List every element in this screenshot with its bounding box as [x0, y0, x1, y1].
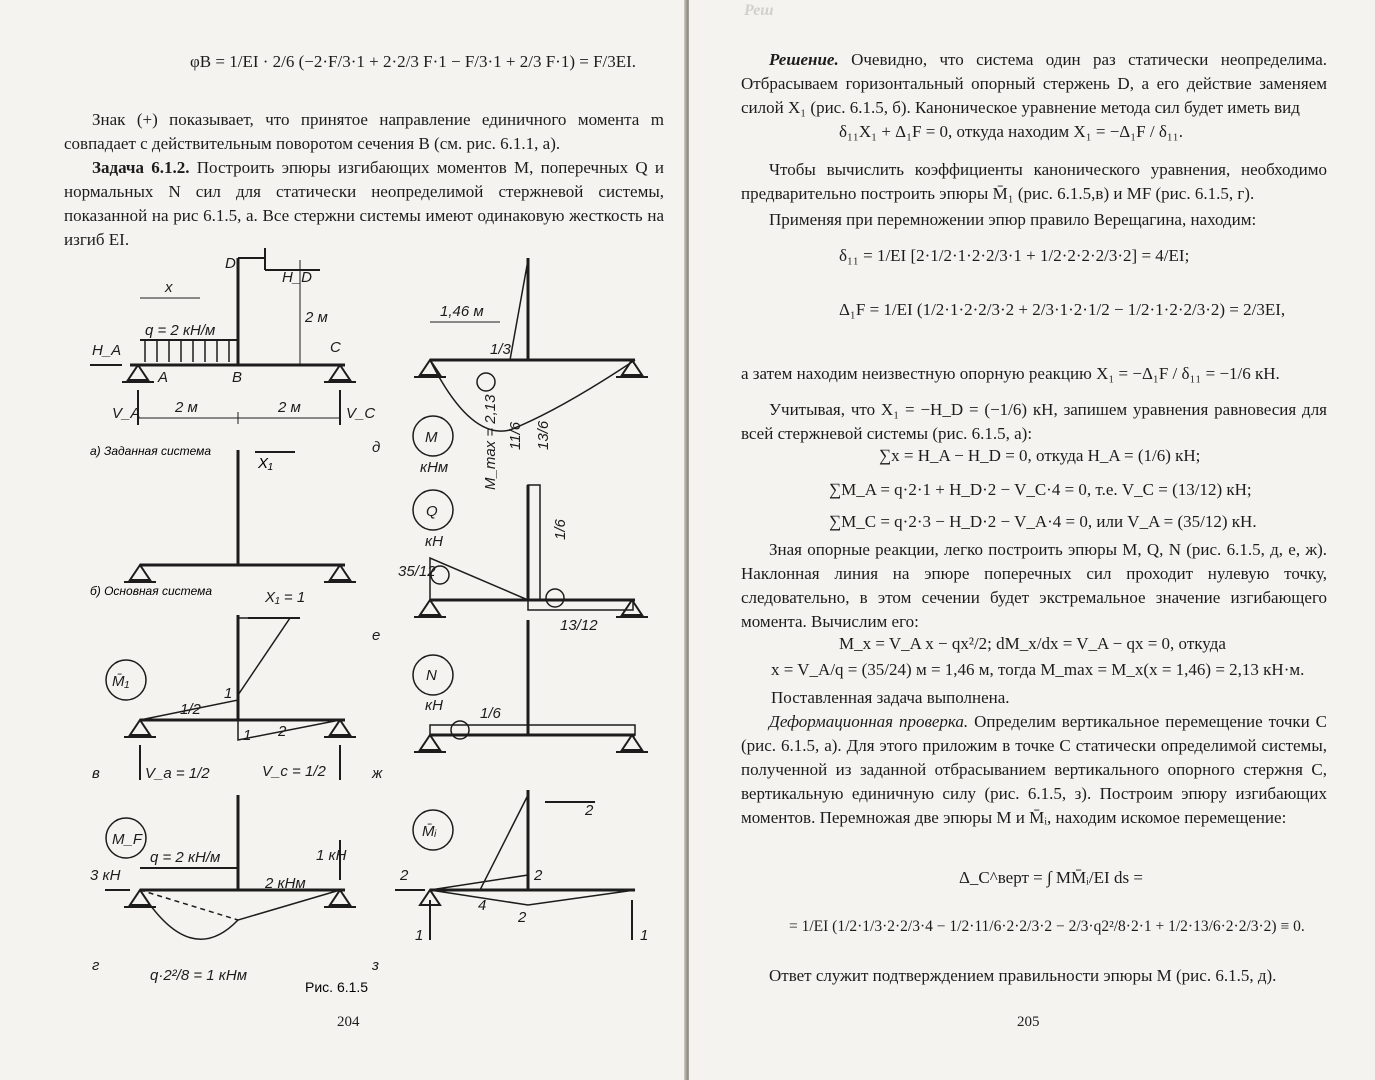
- label-mmax: M_max = 2,13: [482, 394, 499, 490]
- label-11-6: 11/6: [507, 421, 524, 450]
- eq-x-value: x = V_A/q = (35/24) м = 1,46 м, тогда M_max = M_x(x = 1,46) = 2,13 кН·м.: [771, 660, 1305, 679]
- label-x1-unit: X₁ = 1: [265, 589, 306, 606]
- paragraph-sign: Знак (+) показывает, что принятое направление единичного момента m совпадает с действительным поворотом сечения B (см. рис. 6.1.1, а).: [64, 110, 664, 153]
- paragraph-reaction: а затем находим неизвестную опорную реакцию X₁ = −Δ₁F / δ₁₁ = −1/6 кН.: [741, 364, 1280, 383]
- solution-text: Очевидно, что система один раз статически неопределима. Отбрасываем горизонтальный опорный стержень D, а его действие заменяем силой X₁ (рис. 6.1.5, б). Каноническое уравнение метода сил будет иметь вид: [741, 50, 1328, 117]
- formula-phi-b: φB = 1/EI · 2/6 (−2·F/3·1 + 2·2/3 F·1 − F/3·1 + 2/3 F·1) = F/3EI.: [190, 52, 637, 71]
- page-number-left: 204: [337, 1014, 360, 1030]
- label-ha: H_A: [92, 342, 122, 359]
- label-knm: кНм: [420, 459, 449, 476]
- label-m1: M̄₁: [112, 673, 130, 690]
- eq-delta1f: Δ₁F = 1/EI (1/2·1·2·2/3·2 + 2/3·1·2·1/2 − 1/2·1·2·2/3·2) = 2/3EI,: [839, 300, 1286, 319]
- label-v-letter: в: [92, 765, 100, 782]
- mf-curve: [140, 890, 340, 939]
- label-13-6: 13/6: [535, 420, 552, 450]
- label-2m-vertical: 2 м: [305, 309, 328, 326]
- check-text: Определим вертикальное перемещение точки C (рис. 6.1.5, а). Для этого приложим в точке C статически определимой системы, полученной из заданной отбрасыванием вертикального опорного стержня C, вертикальную единичную силу (рис. 6.1.5, з). Построим эпюру изгибающих моментов. Перемножая две эпюры M и M̄ᵢ, находим искомое перемещение:: [741, 712, 1328, 827]
- label-1-6-e: 1/6: [552, 519, 569, 540]
- label-b: B: [232, 369, 243, 386]
- label-z-2-left: 2: [400, 867, 409, 884]
- label-zh-letter: ж: [372, 765, 383, 782]
- left-page: [0, 0, 686, 1080]
- eq-sum-mc: ∑M_C = q·2·3 − H_D·2 − V_A·4 = 0, или V_A = (35/12) кН.: [829, 512, 1257, 531]
- label-35-12: 35/12: [398, 563, 436, 580]
- label-hd: H_D: [282, 269, 313, 286]
- m-plus-sign: [477, 373, 495, 391]
- label-m: M: [425, 429, 438, 446]
- solution-paragraph: [741, 48, 1327, 120]
- support-a-pin: [128, 365, 148, 380]
- label-vc: V_C: [346, 405, 376, 422]
- page-number-right: 205: [1017, 1014, 1040, 1030]
- label-z-2-top: 2: [534, 867, 543, 884]
- q-minus-sign: [546, 589, 564, 607]
- paragraph-known-reactions: Зная опорные реакции, легко построить эпюры M, Q, N (рис. 6.1.5, д, е, ж). Наклонная линия на эпюре поперечных сил проходит нулевую точку, следовательно, в этом сечении будет экстремальное значение изгибающего момента. Вычислим его:: [741, 540, 1327, 631]
- label-g-letter: г: [92, 957, 100, 974]
- task-title: Задача 6.1.2.: [92, 158, 190, 177]
- label-kn-e: кН: [425, 533, 443, 550]
- caption-b: б) Основная система: [90, 584, 213, 598]
- paragraph-vereshchagin: Применяя при перемножении эпюр правило Верещагина, находим:: [769, 210, 1257, 229]
- label-a: A: [158, 369, 169, 386]
- paragraph-coefficients: Чтобы вычислить коэффициенты канонического уравнения, необходимо предварительно построить эпюры M̄₁ (рис. 6.1.5,в) и MF (рис. 6.1.5, г).: [741, 160, 1327, 203]
- figure-6-1-5: [0, 240, 686, 1000]
- label-3kn: 3 кН: [90, 867, 121, 884]
- label-1-6-zh: 1/6: [480, 705, 501, 722]
- label-d: D: [225, 255, 236, 272]
- label-d-letter: д: [372, 439, 381, 456]
- support-c-roller: [330, 365, 350, 380]
- label-n: N: [426, 667, 437, 684]
- header-fragment: Реш: [744, 2, 774, 19]
- paragraph-accounting: Учитывая, что X₁ = −H_D = (−1/6) кН, запишем уравнения равновесия для всей стержневой системы (рис. 6.1.5, а):: [741, 400, 1327, 443]
- m1-triangle-column: [238, 618, 290, 695]
- label-mf: M_F: [112, 831, 142, 848]
- label-e-letter: е: [372, 627, 381, 644]
- label-one-third: 1/3: [490, 341, 511, 358]
- label-z-letter: з: [372, 957, 379, 974]
- label-v-2: 2: [278, 723, 287, 740]
- label-x1-b: X₁: [258, 455, 273, 472]
- label-z-1-right: 1: [640, 927, 649, 944]
- label-z-2-arrow: 2: [585, 802, 594, 819]
- label-146m: 1,46 м: [440, 303, 484, 320]
- label-v-half: 1/2: [180, 701, 201, 718]
- solution-title: Решение.: [769, 50, 839, 69]
- label-v-1-top: 1: [224, 685, 233, 702]
- label-va-half: V_a = 1/2: [145, 765, 210, 782]
- mi-left-triangle: [430, 875, 528, 890]
- eq-mx: M_x = V_A x − qx²/2; dM_x/dx = V_A − qx = 0, откуда: [839, 634, 1226, 653]
- paragraph-done: Поставленная задача выполнена.: [771, 688, 1010, 707]
- label-q-g: q = 2 кН/м: [150, 849, 221, 866]
- label-q-a: q = 2 кН/м: [145, 322, 216, 339]
- load-arrows-a: [145, 340, 229, 362]
- right-page: [689, 0, 1375, 1080]
- label-c: C: [330, 339, 341, 356]
- label-13-12: 13/12: [560, 617, 598, 634]
- label-va: V_A: [112, 405, 141, 422]
- label-q: Q: [426, 503, 438, 520]
- label-2m-right: 2 м: [278, 399, 301, 416]
- label-kn-zh: кН: [425, 697, 443, 714]
- label-vc-half: V_c = 1/2: [262, 763, 326, 780]
- label-2knm: 2 кНм: [265, 875, 306, 892]
- q-column-rect: [528, 485, 540, 600]
- eq-sum-x: ∑x = H_A − H_D = 0, откуда H_A = (1/6) кН;: [879, 446, 1201, 465]
- label-v-1-bottom: 1: [243, 727, 252, 744]
- figure-caption: Рис. 6.1.5: [305, 979, 369, 995]
- q-left-triangle: [430, 558, 528, 600]
- eq-delta-c: Δ_C^верт = ∫ MM̄ᵢ/EI ds =: [959, 868, 1143, 887]
- m-column-triangle: [510, 260, 528, 360]
- eq-sum-ma: ∑M_A = q·2·1 + H_D·2 − V_C·4 = 0, т.е. V_C = (13/12) кН;: [829, 480, 1252, 499]
- m-curve: [430, 360, 635, 431]
- label-z-2-bottom: 2: [518, 909, 527, 926]
- eq-canonical: δ₁₁X₁ + Δ₁F = 0, откуда находим X₁ = −Δ₁F / δ₁₁.: [839, 122, 1183, 141]
- check-title: Деформационная проверка.: [769, 712, 969, 731]
- paragraph-answer: Ответ служит подтверждением правильности эпюры M (рис. 6.1.5, д).: [769, 966, 1277, 985]
- label-2m-left: 2 м: [175, 399, 198, 416]
- task-text: Построить эпюры изгибающих моментов M, поперечных Q и нормальных N сил для статически неопределимой стержневой системы, показанной на рис 6.1.5, а. Все стержни системы имеют одинаковую жесткость на изгиб EI.: [64, 158, 664, 249]
- label-mi: M̄ᵢ: [422, 823, 437, 840]
- eq-delta11: δ₁₁ = 1/EI [2·1/2·1·2·2/3·1 + 1/2·2·2·2/3·2] = 4/EI;: [839, 246, 1190, 265]
- task-paragraph: [64, 156, 664, 252]
- paragraph-check: [741, 710, 1327, 830]
- label-1kn: 1 кН: [316, 847, 347, 864]
- label-ql2-8: q·2²/8 = 1 кНм: [150, 967, 247, 984]
- label-z-4: 4: [478, 897, 487, 914]
- mf-chord: [140, 890, 238, 920]
- label-x: x: [165, 279, 173, 296]
- eq-long: = 1/EI (1/2·1/3·2·2/3·4 − 1/2·11/6·2·2/3·2 − 2/3·q2²/8·2·1 + 1/2·13/6·2·2/3·2) ≡ 0.: [789, 918, 1305, 935]
- label-z-1-left: 1: [415, 927, 424, 944]
- mi-right-triangle: [430, 890, 635, 905]
- caption-a: а) Заданная система: [90, 444, 212, 458]
